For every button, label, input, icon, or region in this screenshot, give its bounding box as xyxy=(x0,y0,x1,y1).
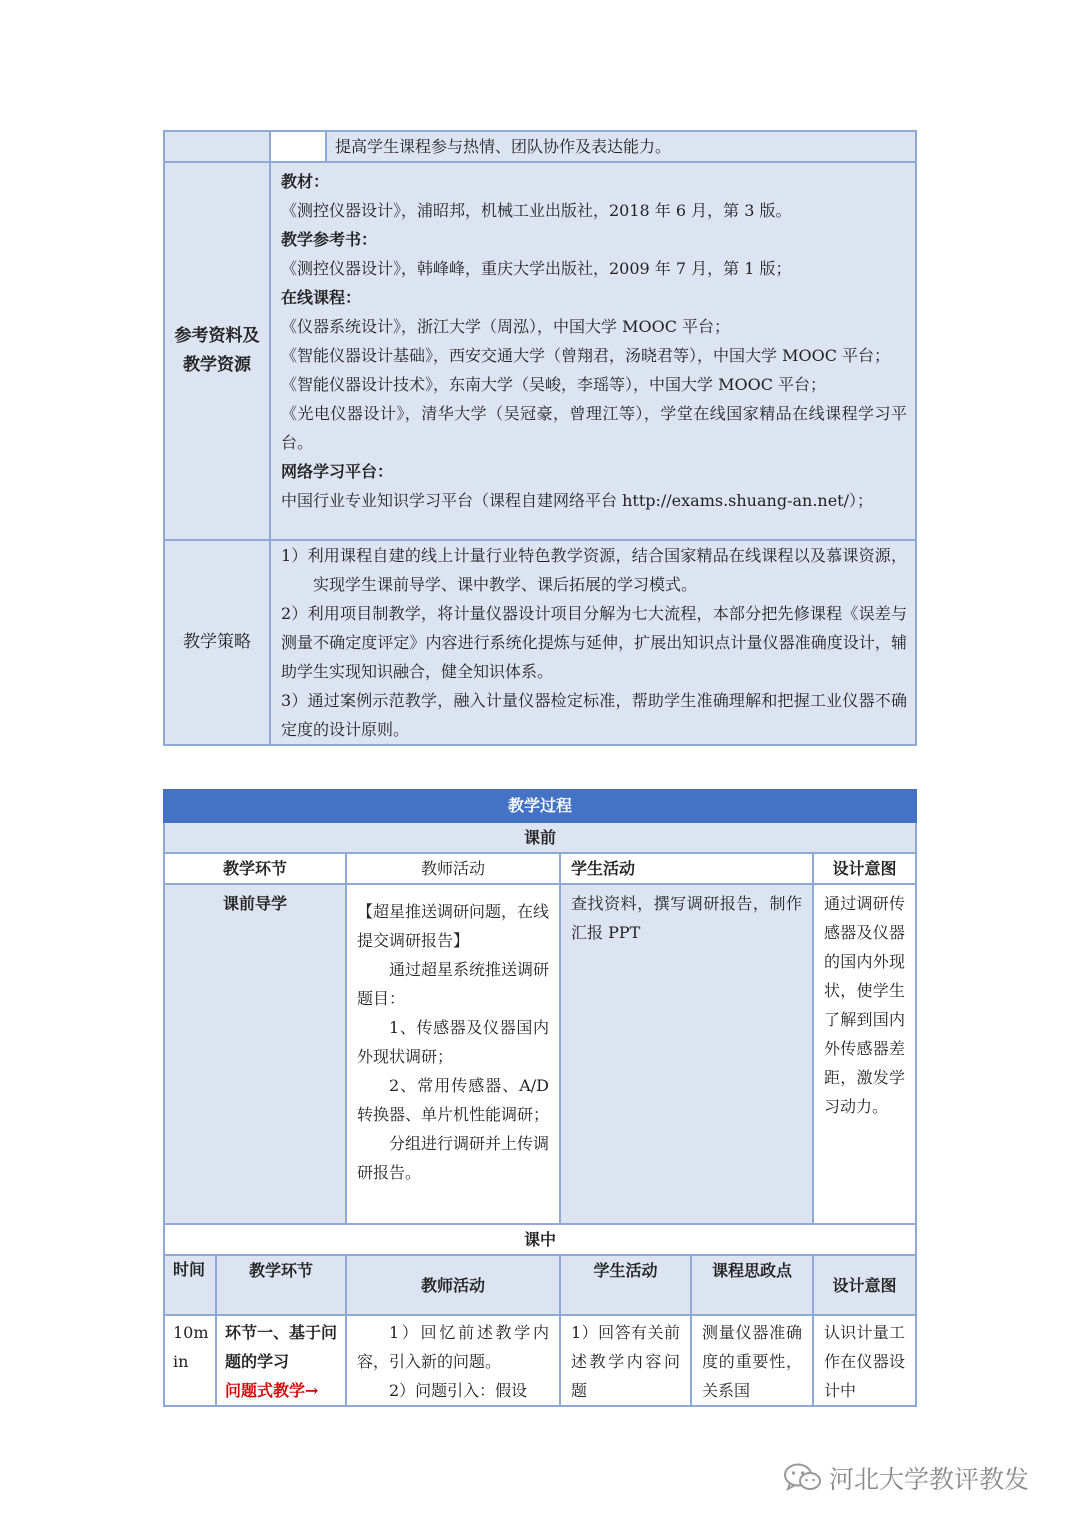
network-text: 中国行业专业知识学习平台（课程自建网络平台 http://exams.shuang-an.net/）； xyxy=(281,491,874,510)
segment-method: 问题式教学→ xyxy=(225,1381,319,1400)
col-teacher-2: 教师活动 xyxy=(346,1255,560,1315)
pre-class-teacher xyxy=(346,884,560,1224)
teacher-task-p2: 1、传感器及仪器国内外现状调研； xyxy=(357,1018,549,1066)
wechat-icon xyxy=(783,1462,823,1494)
online-course-3: 《智能仪器设计技术》，东南大学（吴峻，李瑶等），中国大学 MOOC 平台； xyxy=(281,375,827,394)
segment-teacher-p2: 2）问题引入：假设 xyxy=(389,1381,528,1400)
empty-label-cell xyxy=(164,131,270,162)
online-heading: 在线课程： xyxy=(281,288,362,307)
objective-continuation: 提高学生课程参与热情、团队协作及表达能力。 xyxy=(326,131,916,162)
blank-cell xyxy=(270,131,326,162)
in-class-heading: 课中 xyxy=(164,1224,916,1255)
col-design: 设计意图 xyxy=(813,853,916,884)
pre-class-stage: 课前导学 xyxy=(164,884,346,1224)
segment-design: 认识计量工作在仪器设计中 xyxy=(813,1315,916,1406)
pre-class-design: 通过调研传感器及仪器的国内外现状，使学生了解到国内外传感器差距，激发学习动力。 xyxy=(813,884,916,1224)
strategy-content xyxy=(270,540,916,745)
segment-time: 10min xyxy=(164,1315,216,1406)
reference-heading: 教学参考书： xyxy=(281,230,378,249)
teacher-task-p3: 2、常用传感器、A/D 转换器、单片机性能调研； xyxy=(357,1076,550,1124)
col-ideology: 课程思政点 xyxy=(691,1255,813,1315)
col-design-2: 设计意图 xyxy=(813,1255,916,1315)
teacher-task-p4: 分组进行调研并上传调研报告。 xyxy=(357,1134,550,1182)
online-course-4: 《光电仪器设计》，清华大学（吴冠豪，曾理江等），学堂在线国家精品在线课程学习平台。 xyxy=(281,404,907,452)
teacher-task-p1: 通过超星系统推送调研题目： xyxy=(357,960,550,1008)
col-student: 学生活动 xyxy=(560,853,813,884)
col-teacher: 教师活动 xyxy=(346,853,560,884)
segment-ideology: 测量仪器准确度的重要性，关系国 xyxy=(691,1315,813,1406)
strategy-item-2: 2）利用项目制教学，将计量仪器设计项目分解为七大流程，本部分把先修课程《误差与测量不确定度评定》内容进行系统化提炼与延伸，扩展出知识点计量仪器准确度设计，辅助学生实现知识融合，健全知识体系。 xyxy=(281,604,907,681)
col-stage-2: 教学环节 xyxy=(216,1255,346,1315)
segment-stage-title: 环节一、基于问题的学习 xyxy=(225,1323,338,1371)
col-stage: 教学环节 xyxy=(164,853,346,884)
teaching-process-table xyxy=(163,789,917,1407)
watermark xyxy=(783,1458,1053,1498)
segment-stage xyxy=(216,1315,346,1406)
strategy-item-1: 1）利用课程自建的线上计量行业特色教学资源，结合国家精品在线课程以及慕课资源，实现学生课前导学、课中教学、课后拓展的学习模式。 xyxy=(281,546,907,594)
segment-teacher-p1: 1）回忆前述教学内容，引入新的问题。 xyxy=(357,1323,549,1371)
segment-teacher xyxy=(346,1315,560,1406)
references-label: 参考资料及教学资源 xyxy=(164,162,270,540)
watermark-text: 河北大学教评教发 xyxy=(829,1465,1030,1494)
online-course-1: 《仪器系统设计》，浙江大学（周泓），中国大学 MOOC 平台； xyxy=(281,317,731,336)
pre-class-heading: 课前 xyxy=(164,822,916,853)
teacher-task-title: 【超星推送调研问题，在线提交调研报告】 xyxy=(357,902,550,950)
col-time: 时间 xyxy=(164,1255,216,1315)
textbook-text: 《测控仪器设计》，浦昭邦，机械工业出版社，2018 年 6 月，第 3 版。 xyxy=(281,201,792,220)
textbook-heading: 教材： xyxy=(281,172,330,191)
references-table xyxy=(163,130,917,746)
network-heading: 网络学习平台： xyxy=(281,462,394,481)
pre-class-student: 查找资料，撰写调研报告，制作汇报 PPT xyxy=(560,884,813,1224)
online-course-2: 《智能仪器设计基础》，西安交通大学（曾翔君，汤晓君等），中国大学 MOOC 平台； xyxy=(281,346,891,365)
process-title: 教学过程 xyxy=(164,790,916,822)
segment-student: 1）回答有关前述教学内容问题 xyxy=(560,1315,691,1406)
references-content xyxy=(270,162,916,540)
strategy-label: 教学策略 xyxy=(164,540,270,745)
strategy-item-3: 3）通过案例示范教学，融入计量仪器检定标准，帮助学生准确理解和把握工业仪器不确定度的设计原则。 xyxy=(281,691,907,739)
col-student-2: 学生活动 xyxy=(560,1255,691,1315)
reference-text: 《测控仪器设计》，韩峰峰，重庆大学出版社，2009 年 7 月，第 1 版； xyxy=(281,259,792,278)
